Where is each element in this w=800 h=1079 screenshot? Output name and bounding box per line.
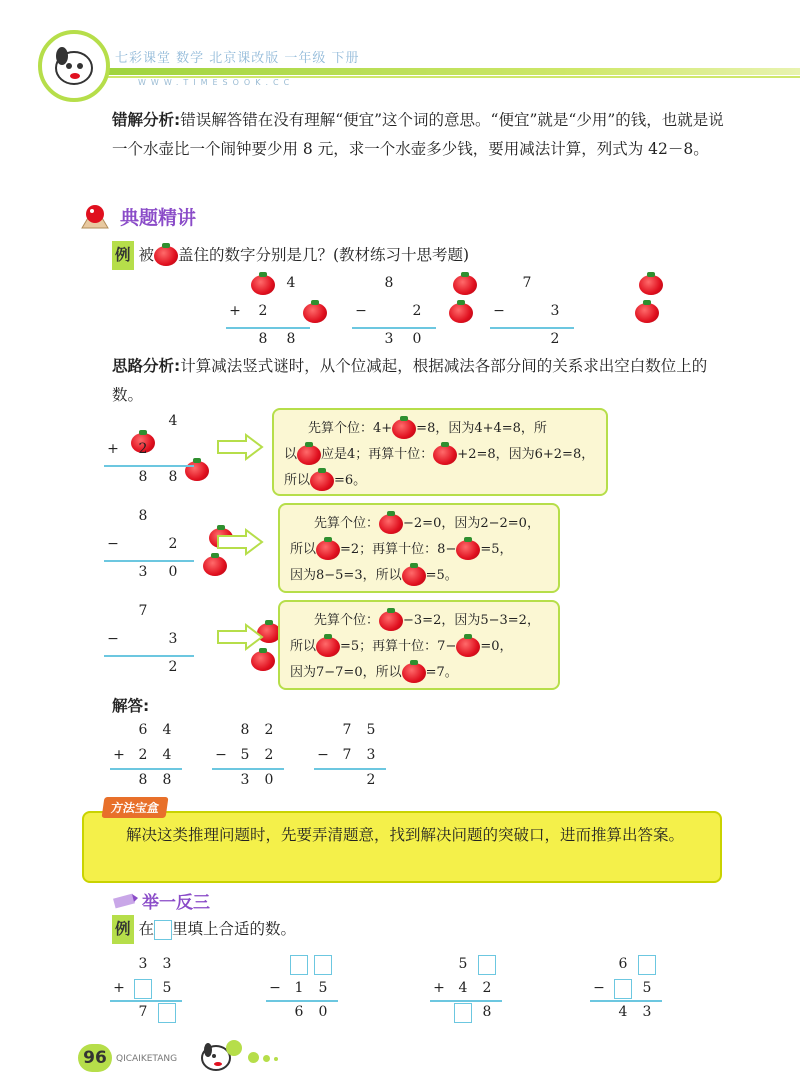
- example2-post: 里填上合适的数。: [171, 920, 296, 938]
- tomato-icon: [456, 637, 480, 657]
- tomato-icon: [379, 514, 403, 534]
- digit: 5: [642, 980, 652, 996]
- digit: 3: [138, 564, 148, 580]
- digit: 3: [550, 303, 560, 319]
- page-number: 96: [78, 1044, 112, 1072]
- example-post: 盖住的数字分别是几？(教材练习十思考题): [177, 246, 470, 264]
- blank-box[interactable]: [158, 1003, 176, 1023]
- header-title: 七彩课堂 数学 北京课改版 一年级 下册: [115, 51, 360, 66]
- tomato-icon: [392, 419, 416, 439]
- tomato-icon: [251, 275, 275, 295]
- footer-mascot: [196, 1034, 246, 1079]
- footer-brand: QICAIKETANG: [116, 1054, 178, 1064]
- underline: [110, 768, 182, 770]
- tomato-icon: [303, 303, 327, 323]
- digit: 7: [138, 603, 148, 619]
- footer-dot: [274, 1057, 278, 1061]
- digit: 8: [240, 722, 250, 738]
- box-text: 先算个位：: [314, 516, 380, 531]
- digit: 8: [162, 772, 172, 788]
- digit: 2: [168, 536, 178, 552]
- digit: 7: [342, 722, 352, 738]
- digit: 2: [258, 303, 268, 319]
- tomato-icon: [433, 445, 457, 465]
- pencil-icon: [112, 890, 138, 914]
- digit: 0: [168, 564, 178, 580]
- digit: 4: [162, 747, 172, 763]
- method-text: 解决这类推理问题时，先要弄清题意，找到解决问题的突破口，进而推算出答案。: [126, 826, 685, 844]
- box-text: 因为8−5=3，所以: [290, 568, 402, 583]
- digit: 8: [258, 331, 268, 347]
- underline: [104, 465, 194, 467]
- underline: [212, 768, 284, 770]
- box-text: 因为7−7=0，所以: [290, 665, 402, 680]
- arrow-right-icon: [216, 528, 264, 556]
- operator: −: [493, 303, 505, 319]
- box-text: =7。: [425, 665, 458, 680]
- operator: +: [229, 303, 241, 319]
- underline: [104, 655, 194, 657]
- footer-dot: [248, 1052, 259, 1063]
- digit: 2: [264, 747, 274, 763]
- box-line: [290, 634, 548, 660]
- operator: +: [113, 747, 125, 763]
- operator: −: [355, 303, 367, 319]
- box-line: [284, 468, 596, 494]
- digit: 5: [366, 722, 376, 738]
- box-text: 所以: [290, 542, 317, 557]
- box-line: [284, 442, 596, 468]
- digit: 5: [318, 980, 328, 996]
- digit: 7: [342, 747, 352, 763]
- digit: 3: [366, 747, 376, 763]
- tomato-icon: [456, 540, 480, 560]
- method-tag: 方法宝盒: [102, 797, 169, 818]
- operator: −: [593, 980, 605, 996]
- box-text: −2=0，因为2−2=0，: [403, 516, 540, 531]
- example-pre: 被: [138, 246, 154, 264]
- arrow-right-icon: [216, 623, 264, 651]
- operator: −: [107, 631, 119, 647]
- box-text: 所以: [290, 639, 317, 654]
- blank-box[interactable]: [290, 955, 308, 975]
- digit: 0: [318, 1004, 328, 1020]
- digit: 2: [366, 772, 376, 788]
- digit: 3: [138, 956, 148, 972]
- section-title-juyi: 举一反三: [142, 893, 210, 913]
- mascot-logo: [38, 30, 110, 102]
- underline: [226, 327, 310, 329]
- arrow-right-icon: [216, 433, 264, 461]
- digit: 5: [162, 980, 172, 996]
- box-text: 以: [284, 447, 298, 462]
- box-text: +2=8，因为6+2=8，: [457, 447, 595, 462]
- section-icon-tomato: [78, 200, 112, 234]
- digit: 6: [618, 956, 628, 972]
- underline: [490, 327, 574, 329]
- box-text: 先算个位：: [314, 613, 380, 628]
- box-text: =6。: [334, 473, 367, 488]
- example-line: [112, 241, 469, 270]
- box-text: =8，因为4+4=8，所: [416, 421, 547, 436]
- tomato-icon: [316, 540, 340, 560]
- digit: 5: [240, 747, 250, 763]
- section-title-dianti: 典题精讲: [120, 207, 197, 229]
- digit: 4: [458, 980, 468, 996]
- box-text: −3=2，因为5−3=2，: [403, 613, 540, 628]
- example2-label: 例: [112, 915, 134, 944]
- box-line: [290, 660, 548, 686]
- explanation-box: [278, 503, 560, 593]
- digit: 3: [162, 956, 172, 972]
- digit: 7: [522, 275, 532, 291]
- digit: 8: [286, 331, 296, 347]
- box-line: [284, 416, 596, 442]
- digit: 8: [482, 1004, 492, 1020]
- tomato-icon: [203, 556, 227, 576]
- underline: [590, 1000, 662, 1002]
- footer-dot: [263, 1055, 270, 1062]
- underline: [266, 1000, 338, 1002]
- digit: 2: [412, 303, 422, 319]
- tomato-icon: [185, 461, 209, 481]
- operator: +: [433, 980, 445, 996]
- box-line: [290, 608, 548, 634]
- operator: +: [107, 441, 119, 457]
- operator: −: [317, 747, 329, 763]
- digit: 3: [168, 631, 178, 647]
- tomato-icon: [402, 566, 426, 586]
- operator: −: [215, 747, 227, 763]
- digit: 8: [384, 275, 394, 291]
- underline: [104, 560, 194, 562]
- thinking-label: 思路分析:: [112, 357, 181, 375]
- explanation-box: [272, 408, 608, 496]
- digit: 3: [240, 772, 250, 788]
- tomato-icon: [310, 471, 334, 491]
- underline: [314, 768, 386, 770]
- box-text: =0，: [480, 639, 513, 654]
- tomato-icon: [251, 651, 275, 671]
- operator: −: [107, 536, 119, 552]
- explanation-box: [278, 600, 560, 690]
- tomato-icon: [639, 275, 663, 295]
- tomato-icon: [379, 611, 403, 631]
- tomato-icon: [635, 303, 659, 323]
- thinking-text: 计算减法竖式谜时，从个位减起，根据减法各部分间的关系求出空白数位上的数。: [112, 357, 708, 404]
- blank-box[interactable]: [314, 955, 332, 975]
- digit: 0: [264, 772, 274, 788]
- digit: 2: [168, 659, 178, 675]
- tomato-icon: [449, 303, 473, 323]
- box-text: =5；再算十位：7−: [340, 639, 457, 654]
- digit: 2: [550, 331, 560, 347]
- digit: 4: [286, 275, 296, 291]
- header-bar: [70, 68, 800, 75]
- digit: 0: [412, 331, 422, 347]
- digit: 2: [138, 747, 148, 763]
- tomato-icon: [453, 275, 477, 295]
- blank-box[interactable]: [614, 979, 632, 999]
- tomato-icon: [154, 246, 178, 266]
- digit: 8: [168, 469, 178, 485]
- digit: 8: [138, 772, 148, 788]
- digit: 2: [138, 441, 148, 457]
- digit: 2: [264, 722, 274, 738]
- operator: −: [269, 980, 281, 996]
- digit: 6: [138, 722, 148, 738]
- blank-box[interactable]: [454, 1003, 472, 1023]
- digit: 4: [618, 1004, 628, 1020]
- example2-pre: 在: [138, 920, 154, 938]
- digit: 4: [168, 413, 178, 429]
- operator: +: [113, 980, 125, 996]
- digit: 3: [384, 331, 394, 347]
- box-line: [290, 537, 548, 563]
- box-text: 先算个位：4+: [308, 421, 393, 436]
- box-line: [290, 563, 548, 589]
- digit: 7: [138, 1004, 148, 1020]
- blank-box[interactable]: [134, 979, 152, 999]
- digit: 8: [138, 508, 148, 524]
- blank-box[interactable]: [478, 955, 496, 975]
- underline: [430, 1000, 502, 1002]
- digit: 1: [294, 980, 304, 996]
- tomato-icon: [297, 445, 321, 465]
- tomato-icon: [316, 637, 340, 657]
- digit: 6: [294, 1004, 304, 1020]
- header-url: WWW.TIMESOOK.CC: [138, 78, 295, 87]
- box-text: 应是4；再算十位：: [321, 447, 434, 462]
- digit: 2: [482, 980, 492, 996]
- box-text: 所以: [284, 473, 311, 488]
- underline: [352, 327, 436, 329]
- digit: 8: [138, 469, 148, 485]
- example-label: 例: [112, 241, 134, 270]
- thinking-analysis: [112, 352, 724, 410]
- underline: [110, 1000, 182, 1002]
- box-text: =5。: [425, 568, 458, 583]
- digit: 5: [458, 956, 468, 972]
- answer-label: 解答:: [112, 697, 150, 715]
- example2-line: [112, 915, 296, 944]
- error-analysis-text: 错误解答错在没有理解“便宜”这个词的意思。“便宜”就是“少用”的钱，也就是说一个水壶比一个闹钟要少用 8 元，求一个水壶多少钱，要用减法计算，列式为 42－8。: [112, 111, 724, 158]
- box-text: =2；再算十位：8−: [340, 542, 457, 557]
- blank-box: [154, 920, 172, 940]
- tomato-icon: [402, 663, 426, 683]
- digit: 4: [162, 722, 172, 738]
- error-analysis-label: 错解分析:: [112, 111, 181, 129]
- error-analysis: [112, 106, 724, 164]
- box-text: =5，: [480, 542, 513, 557]
- box-line: [290, 511, 548, 537]
- blank-box[interactable]: [638, 955, 656, 975]
- digit: 3: [642, 1004, 652, 1020]
- method-box: [82, 811, 722, 883]
